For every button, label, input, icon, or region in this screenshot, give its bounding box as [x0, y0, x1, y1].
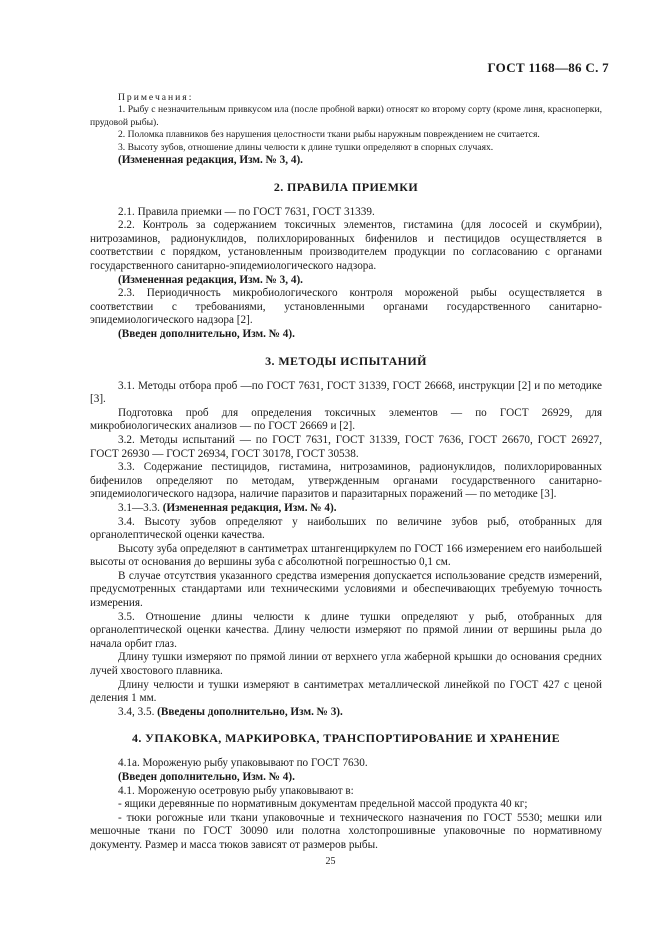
clause-2-3-revision: (Введен дополнительно, Изм. № 4).	[118, 327, 295, 340]
clause-4-1-bales: - тюки рогожные или ткани упаковочные и технического назначения по ГОСТ 5530; мешки или мешочные ткани по ГОСТ 30090 или полотна холстопрошивные упаковочные по нормативному документу. Размер и масса тюков зависят от размеров рыбы.	[90, 811, 602, 851]
clause-2-3: 2.3. Периодичность микробиологического контроля мороженой рыбы осуществляется в соответствии с требованиями, установленными органами государственного санитарно-эпидемиологического надзора [2].	[90, 287, 602, 327]
clause-3-4-3-5-revision	[90, 706, 602, 720]
revision-clause-range: 3.4, 3.5.	[118, 705, 155, 718]
clause-2-2: 2.2. Контроль за содержанием токсичных элементов, гистамина (для лососей и скумбрии), нитрозаминов, радионуклидов, полихлорированных бифенилов и пестицидов осуществляется в соответствии с порядком, установленным производителем продукции по согласованию с органами государственного санитарно-эпидемиологического надзора.	[90, 219, 602, 272]
page-number: 25	[325, 856, 336, 867]
clause-3-5-ruler: Длину челюсти и тушки измеряют в сантиметрах металлической линейкой по ГОСТ 427 с ценой деления 1 мм.	[90, 678, 602, 705]
clause-2-2-revision: (Измененная редакция, Изм. № 3, 4).	[118, 273, 303, 286]
revision-note: (Введены дополнительно, Изм. № 3).	[157, 705, 343, 718]
clause-3-4-alt-means: В случае отсутствия указанного средства измерения допускается использование средств измерений, предусмотренных стандартами или техническими условиями и обеспечивающих требуемую точность измерения.	[90, 569, 602, 610]
note-item-1: 1. Рыбу с незначительным привкусом ила (после пробной варки) относят ко второму сорту (кроме линя, красноперки, прудовой рыбы).	[90, 104, 602, 128]
section-2-title: 2. ПРАВИЛА ПРИЕМКИ	[273, 179, 419, 194]
note-item-2: 2. Поломка плавников без нарушения целостности ткани рыбы наружным повреждением не считается.	[118, 129, 540, 141]
clause-4-1a: 4.1а. Мороженую рыбу упаковывают по ГОСТ 7630.	[118, 757, 368, 770]
notes-revision: (Измененная редакция, Изм. № 3, 4).	[118, 154, 303, 167]
clause-3-5: 3.5. Отношение длины челюсти к длине тушки определяют у рыб, отобранных для органолептической оценки качества. Длину челюсти измеряют по прямой линии от вершины рыла до начала орбит глаз.	[90, 610, 602, 650]
section-3-title: 3. МЕТОДЫ ИСПЫТАНИЙ	[265, 353, 427, 368]
clause-3-1-3-3-revision	[90, 502, 602, 516]
clause-3-5-carcass-length: Длину тушки измеряют по прямой линии от верхнего угла жаберной крышки до основания средних лучей хвостового плавника.	[90, 651, 602, 678]
page-header: ГОСТ 1168—86 С. 7	[487, 60, 609, 75]
revision-note: (Измененная редакция, Изм. № 4).	[162, 501, 337, 514]
clause-3-3: 3.3. Содержание пестицидов, гистамина, нитрозаминов, радионуклидов, полихлорированных бифенилов определяют по методам, утвержденным органами государственного санитарно-эпидемиологического надзора, наличие паразитов и паразитарных поражений — по методике [3].	[90, 461, 602, 501]
revision-clause-range: 3.1—3.3.	[118, 501, 160, 514]
clause-3-1-sample-prep: Подготовка проб для определения токсичных элементов — по ГОСТ 26929, для микробиологических анализов — по ГОСТ 26669 и [2].	[90, 406, 602, 433]
section-4-title: 4. УПАКОВКА, МАРКИРОВКА, ТРАНСПОРТИРОВАНИЕ И ХРАНЕНИЕ	[131, 731, 561, 746]
clause-2-1: 2.1. Правила приемки — по ГОСТ 7631, ГОСТ 31339.	[118, 205, 375, 218]
clause-4-1-boxes: - ящики деревянные по нормативным документам предельной массой продукта 40 кг;	[118, 798, 528, 811]
clause-4-1: 4.1. Мороженую осетровую рыбу упаковывают в:	[118, 784, 354, 797]
clause-4-1a-revision: (Введен дополнительно, Изм. № 4).	[118, 771, 295, 783]
clause-3-1: 3.1. Методы отбора проб —по ГОСТ 7631, ГОСТ 31339, ГОСТ 26668, инструкции [2] и по методике [3].	[90, 379, 602, 406]
clause-3-2: 3.2. Методы испытаний — по ГОСТ 7631, ГОСТ 31339, ГОСТ 7636, ГОСТ 26670, ГОСТ 26927, ГОСТ 26930 — ГОСТ 26934, ГОСТ 30178, ГОСТ 30538.	[90, 433, 602, 460]
notes-title: Примечания:	[118, 92, 194, 103]
clause-3-4: 3.4. Высоту зубов определяют у наибольших по величине зубов рыб, отобранных для органолептической оценки качества.	[90, 515, 602, 542]
note-item-3: 3. Высоту зубов, отношение длины челюсти к длине тушки определяют в спорных случаях.	[118, 141, 494, 153]
clause-3-4-tooth-height: Высоту зуба определяют в сантиметрах штангенциркулем по ГОСТ 166 измерением его наибольшей высоты от основания до вершины зуба с абсолютной погрешностью 0,1 см.	[90, 542, 602, 569]
page-content	[90, 92, 602, 853]
